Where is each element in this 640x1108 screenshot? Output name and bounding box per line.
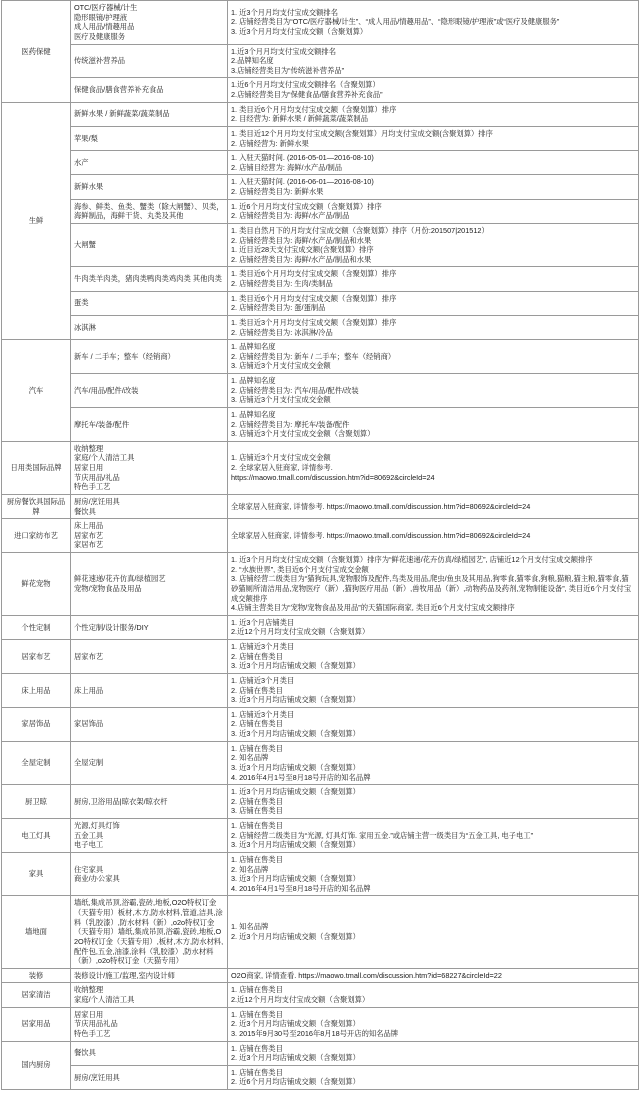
requirement-line: 2. “水族世界”, 类目近6个月支付宝成交金额 xyxy=(231,564,369,574)
category-cell: 居家清洁 xyxy=(2,983,71,1007)
subcategory-line: 居家布艺 xyxy=(74,530,104,540)
requirement-cell xyxy=(228,553,639,616)
category-cell: 个性定制 xyxy=(2,615,71,639)
requirement-line: 1. 店铺在售类目 xyxy=(231,985,283,995)
table-row xyxy=(2,1065,639,1089)
table-row xyxy=(2,1041,639,1065)
subcategory-cell xyxy=(71,291,228,315)
requirement-cell xyxy=(228,441,639,494)
requirement-line: 3.店铺经营类目为“传统滋补营养品” xyxy=(231,65,345,75)
requirement-line: 2. 店铺在售类目 xyxy=(231,685,283,695)
table-row xyxy=(2,852,639,896)
requirement-line: 3. 店铺近3个月支付宝成交金额（含聚划算） xyxy=(231,429,375,439)
requirement-line: 1. 类目近12个月月均支付宝成交额(含聚划算）月均支付宝成交额(含聚划算）排序 xyxy=(231,128,493,138)
table-row xyxy=(2,640,639,674)
requirement-cell xyxy=(228,968,639,983)
requirement-line: 2. 店铺经营类目为“OTC/医疗器械/计生”、“成人用品/情趣用品”、“隐形眼镜/护理液”或“医疗及健康服务” xyxy=(231,17,560,27)
table-row xyxy=(2,983,639,1007)
subcategory-cell xyxy=(71,102,228,126)
subcategory-cell xyxy=(71,407,228,441)
requirement-cell xyxy=(228,673,639,707)
subcategory-cell xyxy=(71,78,228,102)
subcategory-line: 成人用品/情趣用品 xyxy=(74,22,135,32)
subcategory-line: 传统滋补营养品 xyxy=(74,56,126,66)
table-row xyxy=(2,151,639,175)
category-cell: 国内厨房 xyxy=(2,1041,71,1090)
requirement-line: 1. 知名品牌 xyxy=(231,922,269,932)
category-cell: 家居饰品 xyxy=(2,707,71,741)
subcategory-line: 床上用品 xyxy=(74,685,104,695)
requirement-line: 3. 近3个月月均店铺成交额（含聚划算） xyxy=(231,729,360,738)
category-cell: 床上用品 xyxy=(2,673,71,707)
subcategory-line: 节庆用品/礼品 xyxy=(74,472,120,482)
requirement-line: 1. 近目近28天支付宝成交额(含聚划算）排序 xyxy=(231,245,374,255)
subcategory-cell xyxy=(71,223,228,267)
requirement-line: 2. 店铺目经营为: 海鲜/水产品/制品 xyxy=(231,162,343,172)
requirement-cell xyxy=(228,494,639,518)
subcategory-cell xyxy=(71,785,228,819)
requirement-line: 2. 店铺经营类目为: 海鲜/水产品/制品 xyxy=(231,211,350,221)
table-row xyxy=(2,519,639,553)
requirement-line: 2. 近6个月月均店铺成交额（含聚划算） xyxy=(231,1077,360,1087)
requirement-line: 2.近12个月月均支付宝成交额（含聚划算） xyxy=(231,995,370,1004)
subcategory-line: 家庭/个人清洁工具 xyxy=(74,995,135,1004)
subcategory-cell xyxy=(71,315,228,339)
requirement-line: 1.近3个月月均支付宝成交额排名 xyxy=(231,46,337,56)
requirement-cell xyxy=(228,267,639,291)
requirement-line: 1. 类目近6个月月均支付宝成交额（含聚划算）排序 xyxy=(231,293,397,303)
table-row xyxy=(2,896,639,968)
subcategory-cell xyxy=(71,673,228,707)
requirement-cell xyxy=(228,896,639,968)
subcategory-line: 水产 xyxy=(74,157,89,167)
category-cell: 医药保健 xyxy=(2,1,71,103)
requirement-line: 1. 类目近6个月月均支付宝成交额（含聚划算）排序 xyxy=(231,104,397,114)
requirement-line: 2. 店铺经营类目为: 海鲜/水产品/制品和水果 xyxy=(231,254,372,264)
subcategory-line: 牛肉类羊肉类，猪肉类鸭肉类鸡肉类 其他肉类 xyxy=(74,274,222,284)
subcategory-line: 全屋定制 xyxy=(74,758,104,768)
table-row xyxy=(2,407,639,441)
requirement-line: 1. 入驻天猫时间. (2016-05-01—2016-08-10) xyxy=(231,153,374,163)
table-row xyxy=(2,819,639,853)
subcategory-line: 保健食品/膳食营养补充食品 xyxy=(74,85,164,95)
category-cell: 厨房餐饮具国际品牌 xyxy=(2,494,71,518)
subcategory-line: 厨房/烹饪用具 xyxy=(74,496,120,506)
requirement-line: 1. 近3个月月均支付宝成交额排名 xyxy=(231,7,339,17)
requirement-cell xyxy=(228,126,639,150)
category-cell: 墙地面 xyxy=(2,896,71,968)
table-row xyxy=(2,968,639,983)
requirement-line: 1. 店铺在售类目 xyxy=(231,1009,283,1019)
subcategory-line: 商业/办公家具 xyxy=(74,874,120,884)
subcategory-cell xyxy=(71,126,228,150)
requirement-cell xyxy=(228,519,639,553)
subcategory-line: 节庆用品礼品 xyxy=(74,1019,118,1029)
table-row xyxy=(2,1,639,45)
table-row xyxy=(2,785,639,819)
table-row xyxy=(2,494,639,518)
subcategory-cell xyxy=(71,340,228,374)
subcategory-line: 餐饮具 xyxy=(74,1048,96,1058)
requirement-line: 1.近6个月月均支付宝成交额排名（含聚划算） xyxy=(231,80,380,90)
table-row xyxy=(2,223,639,267)
requirement-cell xyxy=(228,640,639,674)
requirement-line: 1. 店铺近3个月类目 xyxy=(231,675,295,685)
requirement-line: 2. 全球家居入驻商家, 详情参考. xyxy=(231,463,333,472)
subcategory-cell xyxy=(71,267,228,291)
category-cell: 装修 xyxy=(2,968,71,983)
subcategory-line: 个性定制/设计服务/DIY xyxy=(74,622,149,632)
requirement-cell xyxy=(228,223,639,267)
subcategory-line: 隐形眼镜/护理液 xyxy=(74,12,128,22)
table-row xyxy=(2,707,639,741)
table-row xyxy=(2,126,639,150)
requirement-cell xyxy=(228,707,639,741)
requirement-line: 3. 近3个月月均店铺成交额（含聚划算） xyxy=(231,762,360,772)
subcategory-line: 居家布艺 xyxy=(74,651,104,661)
subcategory-line: 苹果/梨 xyxy=(74,133,98,143)
table-row xyxy=(2,78,639,102)
requirement-line: 2. 知名品牌 xyxy=(231,753,269,763)
requirement-line: 2. 店铺经营类目为: 海鲜/水产品/制品和水果 xyxy=(231,235,372,245)
table-row xyxy=(2,340,639,374)
table-row xyxy=(2,441,639,494)
subcategory-cell xyxy=(71,199,228,223)
subcategory-line: 厨房,卫浴用品|晾衣架/晾衣杆 xyxy=(74,796,168,806)
requirement-line: 2. 店铺经营类目为: 蛋/蛋制品 xyxy=(231,303,326,313)
requirement-cell xyxy=(228,291,639,315)
subcategory-line: 住宅家具 xyxy=(74,864,104,874)
subcategory-cell xyxy=(71,741,228,785)
subcategory-cell xyxy=(71,1065,228,1089)
category-cell: 居家布艺 xyxy=(2,640,71,674)
requirement-line: 1. 品牌知名度 xyxy=(231,342,276,352)
requirement-line: 3. 店铺近3个月支付宝成交金额 xyxy=(231,361,331,371)
subcategory-line: 鲜花速递/花卉仿真/绿植园艺 xyxy=(74,574,166,584)
subcategory-cell xyxy=(71,615,228,639)
subcategory-line: 特色手工艺 xyxy=(74,1028,111,1038)
subcategory-line: 家庭/个人清洁工具 xyxy=(74,453,135,463)
requirement-line: 2. 店铺经营类目为: 冰淇淋/冷品 xyxy=(231,327,333,337)
requirement-line: 1. 近6个月月均支付宝成交额（含聚划算）排序 xyxy=(231,201,382,211)
requirement-cell xyxy=(228,340,639,374)
subcategory-line: 新鲜水果 xyxy=(74,182,104,192)
table-row xyxy=(2,615,639,639)
requirement-line: 2. 目经营为: 新鲜水果 / 新鲜蔬菜/蔬菜制品 xyxy=(231,114,369,124)
requirement-line: 2. 店铺经营类目为: 生肉/类制品 xyxy=(231,279,333,288)
subcategory-cell xyxy=(71,44,228,78)
requirement-line: 2. 店铺经营类目为: 汽车/用品/配件/改装 xyxy=(231,385,359,395)
subcategory-line: 墙纸,集成吊顶,浴霸,瓷砖,地板,O2O特权订金（天猫专用）板材,木方,防水材料,管道,洁具,涂料（乳胶漆）,防水材料（新）,o2o特权订金（天猫专用）墙纸,集成吊顶,浴霸,瓷砖,地板,O2O特权订金（天猫专用）,板材,木方,防水材料,配件包,五金,油漆,涂料（乳胶漆）,防水材料（新）,o2o特权订金（天猫专用） xyxy=(74,898,224,966)
subcategory-cell xyxy=(71,819,228,853)
requirement-line: 1. 近3个月月均店铺成交额（含聚划算） xyxy=(231,787,360,797)
requirement-cell xyxy=(228,78,639,102)
subcategory-cell xyxy=(71,707,228,741)
subcategory-line: 厨房/烹饪用具 xyxy=(74,1072,120,1082)
subcategory-line: 蛋类 xyxy=(74,298,89,308)
requirement-line: 1. 类目近6个月月均支付宝成交额（含聚划算）排序 xyxy=(231,269,397,279)
requirement-line: 2. 店铺在售类目 xyxy=(231,796,283,806)
requirement-line: 全球家居入驻商家, 详情参考. https://maowo.tmall.com/discussion.htm?id=80692&circleId=24 xyxy=(231,530,531,540)
table-body xyxy=(2,1,639,1090)
requirement-line: 3. 近3个月月均支付宝成交额（含聚划算） xyxy=(231,27,368,37)
table-row xyxy=(2,175,639,199)
subcategory-cell xyxy=(71,553,228,616)
category-cell: 鲜花宠物 xyxy=(2,553,71,616)
subcategory-cell xyxy=(71,1007,228,1041)
subcategory-line: 新车 / 二手车；整车（经销商） xyxy=(74,351,175,361)
requirement-line: 3. 近3个月月均店铺成交额（含聚划算） xyxy=(231,874,360,884)
requirement-line: 2. 近3个月月均店铺成交额（含聚划算） xyxy=(231,1053,360,1063)
subcategory-cell xyxy=(71,151,228,175)
requirement-cell xyxy=(228,175,639,199)
requirement-line: 1. 店铺近3个月类目 xyxy=(231,709,295,719)
requirement-line: 1. 店铺在售类目 xyxy=(231,821,283,830)
table-row xyxy=(2,553,639,616)
requirement-line: 1. 店铺近3个月支付宝成交金额 xyxy=(231,453,331,463)
requirement-line: 2. 近3个月月均店铺成交额（含聚划算） xyxy=(231,1019,360,1029)
requirement-line: 2.店铺经营类目为“保健食品/膳食营养补充食品” xyxy=(231,90,383,99)
category-cell: 厨卫晾 xyxy=(2,785,71,819)
requirement-line: 2. 店铺经营为: 新鲜水果 xyxy=(231,138,309,148)
requirement-cell xyxy=(228,102,639,126)
category-cell: 电工灯具 xyxy=(2,819,71,853)
requirement-line: 2. 店铺经营类目为: 摩托车/装备/配件 xyxy=(231,419,350,429)
subcategory-line: 餐饮具 xyxy=(74,506,96,516)
category-cell: 家具 xyxy=(2,852,71,896)
subcategory-line: 居家日用 xyxy=(74,1009,104,1019)
requirement-line: 1. 店铺在售类目 xyxy=(231,854,283,864)
requirement-line: 2. 知名品牌 xyxy=(231,864,269,874)
requirement-cell xyxy=(228,785,639,819)
category-cell: 汽车 xyxy=(2,340,71,442)
subcategory-line: 家居饰品 xyxy=(74,719,104,729)
requirement-line: O2O商家, 详情查看. https://maowo.tmall.com/discussion.htm?id=68227&circleId=22 xyxy=(231,970,502,980)
subcategory-line: 收纳整理 xyxy=(74,443,104,453)
subcategory-line: 光源,灯具灯饰 xyxy=(74,821,120,830)
requirement-cell xyxy=(228,852,639,896)
requirement-cell xyxy=(228,407,639,441)
requirement-line: 3. 店铺在售类目 xyxy=(231,806,283,816)
requirement-line: 1. 品牌知名度 xyxy=(231,376,276,385)
subcategory-line: 海参、鲜类、鱼类、蟹类（除大闸蟹）、贝类，海鲜制品，海鲜干货、丸类及其他 xyxy=(74,201,224,221)
subcategory-line: 特色手工艺 xyxy=(74,482,111,492)
subcategory-cell xyxy=(71,968,228,983)
table-row xyxy=(2,374,639,408)
subcategory-line: 摩托车/装备/配件 xyxy=(74,419,130,429)
requirement-line: 1. 店铺在售类目 xyxy=(231,743,283,753)
category-cell: 居家用品 xyxy=(2,1007,71,1041)
subcategory-line: 宠物/宠物食品及用品 xyxy=(74,583,142,593)
category-rules-table xyxy=(1,0,639,1090)
subcategory-cell xyxy=(71,441,228,494)
subcategory-cell xyxy=(71,519,228,553)
table-row xyxy=(2,1007,639,1041)
requirement-line: 4. 2016年4月1号至8月18号开店的知名品牌 xyxy=(231,772,371,782)
requirement-line: 3. 店铺近3个月支付宝成交金额 xyxy=(231,395,331,405)
requirement-line: 1. 店铺在售类目 xyxy=(231,1043,283,1053)
requirement-line: 3. 近3个月月均店铺成交额（含聚划算） xyxy=(231,695,360,705)
requirement-line: 4.店铺主营类目为“宠物/宠物食品及用品”的天猫国际商家, 类目近6个月支付宝成交额排序 xyxy=(231,603,515,613)
requirement-line: 1. 店铺近3个月类目 xyxy=(231,642,295,651)
requirement-cell xyxy=(228,151,639,175)
category-cell: 日用类国际品牌 xyxy=(2,441,71,494)
requirement-cell xyxy=(228,44,639,78)
table-row xyxy=(2,199,639,223)
subcategory-cell xyxy=(71,374,228,408)
table-row xyxy=(2,291,639,315)
requirement-cell xyxy=(228,983,639,1007)
table-row xyxy=(2,102,639,126)
subcategory-line: 电子电工 xyxy=(74,840,104,850)
subcategory-line: 五金工具 xyxy=(74,830,104,840)
subcategory-line: 汽车/用品/配件/改装 xyxy=(74,385,139,395)
requirement-cell xyxy=(228,1065,639,1089)
subcategory-line: 床上用品 xyxy=(74,521,104,531)
subcategory-cell xyxy=(71,983,228,1007)
subcategory-line: 居家日用 xyxy=(74,463,104,472)
subcategory-cell xyxy=(71,1,228,45)
subcategory-line: 冰淇淋 xyxy=(74,322,96,332)
category-cell: 生鲜 xyxy=(2,102,71,340)
requirement-line: 1. 近3个月店铺类目 xyxy=(231,617,295,627)
requirement-cell xyxy=(228,819,639,853)
requirement-line: 1. 店铺在售类目 xyxy=(231,1067,283,1077)
requirement-line: 1. 类目近3个月月均支付宝成交额（含聚划算）排序 xyxy=(231,317,397,327)
subcategory-cell xyxy=(71,494,228,518)
table-row xyxy=(2,741,639,785)
category-cell: 进口家纺布艺 xyxy=(2,519,71,553)
table-row xyxy=(2,673,639,707)
category-cell: 全屋定制 xyxy=(2,741,71,785)
subcategory-cell xyxy=(71,640,228,674)
subcategory-line: 新鲜水果 / 新鲜蔬菜/蔬菜制品 xyxy=(74,109,170,119)
requirement-line: 3. 近3个月月均店铺成交额（含聚划算） xyxy=(231,840,360,850)
requirement-cell xyxy=(228,615,639,639)
subcategory-line: 收纳整理 xyxy=(74,985,104,995)
subcategory-line: OTC/医疗器械/计生 xyxy=(74,3,138,12)
requirement-line: 2.品牌知名度 xyxy=(231,56,274,66)
requirement-line: 3. 2015年9月30号至2016年8月18号开店的知名品牌 xyxy=(231,1028,399,1038)
subcategory-line: 大闸蟹 xyxy=(74,240,96,250)
requirement-line: 1. 类目自然月下的月均支付宝成交额（含聚划算）排序（月份:201507|201512） xyxy=(231,225,489,235)
subcategory-cell xyxy=(71,175,228,199)
requirement-cell xyxy=(228,741,639,785)
requirement-line: 4. 2016年4月1号至8月18号开店的知名品牌 xyxy=(231,883,371,893)
table-row xyxy=(2,315,639,339)
requirement-line: 1. 品牌知名度 xyxy=(231,409,276,419)
subcategory-line: 医疗及健康服务 xyxy=(74,31,126,41)
requirement-cell xyxy=(228,315,639,339)
requirement-cell xyxy=(228,1,639,45)
requirement-line: 2. 店铺在售类目 xyxy=(231,651,283,661)
table-row xyxy=(2,267,639,291)
requirement-cell xyxy=(228,199,639,223)
subcategory-cell xyxy=(71,1041,228,1065)
subcategory-line: 装修设计/施工/监理,室内设计师 xyxy=(74,970,175,980)
requirement-cell xyxy=(228,1007,639,1041)
requirement-line: 2. 近3个月月均店铺成交额（含聚划算） xyxy=(231,932,360,942)
requirement-line: https://maowo.tmall.com/discussion.htm?id=80692&circleId=24 xyxy=(231,472,435,482)
requirement-line: 2. 店铺经营类目为: 新车 / 二手车；整车（经销商） xyxy=(231,351,396,361)
subcategory-line: 家居布艺 xyxy=(74,540,104,550)
requirement-cell xyxy=(228,1041,639,1065)
requirement-line: 3. 店铺经营二级类目为“猫狗玩具,宠物服饰及配件,鸟类及用品,爬虫/鱼虫及其用品,狗零食,猫零食,狗粮,猫粮,猫主粮,猫零食,猫砂猫厕所清洁用品,宠物医疗（新）,猫狗医疗用品（新）,兽牧用品（新）,动物药品及药剂,宠物制能设备”, 类目近6个月支付宝成交额排序 xyxy=(231,574,632,603)
requirement-line: 全球家居入驻商家, 详情参考. https://maowo.tmall.com/discussion.htm?id=80692&circleId=24 xyxy=(231,501,531,511)
requirement-cell xyxy=(228,374,639,408)
table-row xyxy=(2,44,639,78)
requirement-line: 3. 近3个月月均店铺成交额（含聚划算） xyxy=(231,661,360,671)
requirement-line: 2. 店铺在售类目 xyxy=(231,719,283,729)
subcategory-cell xyxy=(71,896,228,968)
requirement-line: 2. 店铺经营二级类目为“光源, 灯具灯饰. 家用五金.”或店铺主营一级类目为“五金工具, 电子电工” xyxy=(231,830,534,840)
subcategory-cell xyxy=(71,852,228,896)
requirement-line: 2. 店铺经营类目为: 新鲜水果 xyxy=(231,187,324,196)
requirement-line: 2.近12个月月均支付宝成交额（含聚划算） xyxy=(231,627,370,637)
requirement-line: 1. 近3个月月均支付宝成交额（含聚划算）排序为“鲜花速递/花卉仿真/绿植园艺”, 店铺近12个月支付宝成交额排序 xyxy=(231,555,593,564)
requirement-line: 1. 入驻天猫时间. (2016-06-01—2016-08-10) xyxy=(231,177,374,187)
